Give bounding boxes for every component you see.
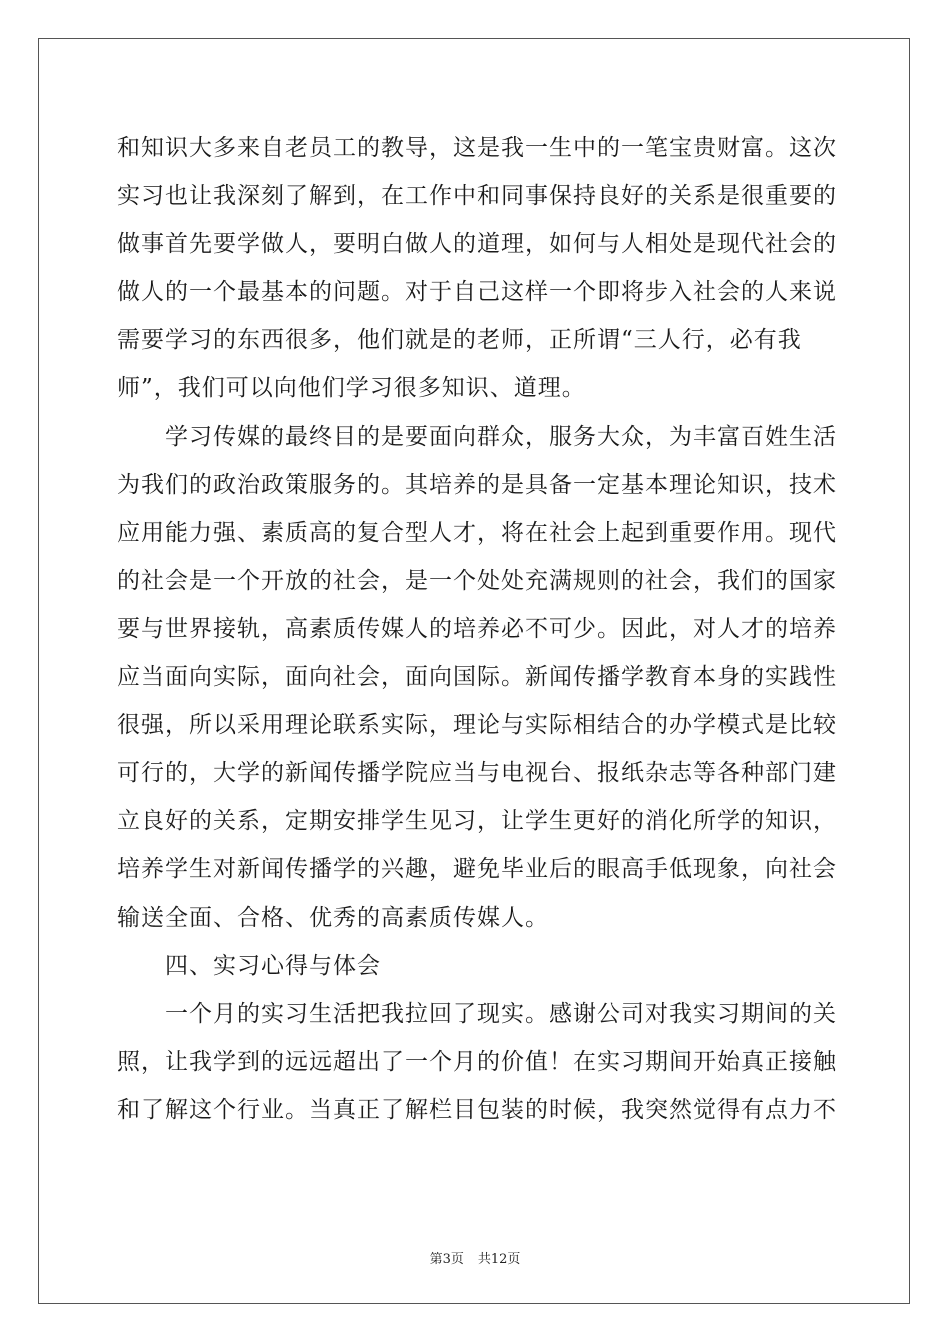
text-line: 输送全面、合格、优秀的高素质传媒人。 <box>117 904 549 931</box>
text-line: 和知识大多来自老员工的教导，这是我一生中的一笔宝贵财富。这次 <box>117 135 837 161</box>
text-line: 四、实习心得与体会 <box>165 952 381 979</box>
text-line: 要与世界接轨，高素质传媒人的培养必不可少。因此，对人才的培养 <box>117 615 837 642</box>
text-line: 和了解这个行业。当真正了解栏目包装的时候，我突然觉得有点力不 <box>117 1096 837 1123</box>
text-line: 一个月的实习生活把我拉回了现实。感谢公司对我实习期间的关 <box>165 1000 837 1027</box>
text-line: 为我们的政治政策服务的。其培养的是具备一定基本理论知识，技术 <box>117 471 837 498</box>
page-total: 共12页 <box>477 1252 521 1267</box>
page-number: 第3页 <box>429 1252 464 1267</box>
text-line: 可行的，大学的新闻传播学院应当与电视台、报纸杂志等各种部门建 <box>117 760 837 787</box>
text-line: 照，让我学到的远远超出了一个月的价值！在实习期间开始真正接触 <box>117 1048 837 1075</box>
document-body <box>117 124 835 1134</box>
text-line: 应用能力强、素质高的复合型人才，将在社会上起到重要作用。现代 <box>117 519 837 546</box>
page-footer <box>0 1248 950 1267</box>
text-line: 需要学习的东西很多，他们就是的老师，正所谓“三人行，必有我 <box>117 327 802 354</box>
text-line: 实习也让我深刻了解到，在工作中和同事保持良好的关系是很重要的 <box>117 183 837 210</box>
text-line: 做事首先要学做人，要明白做人的道理，如何与人相处是现代社会的 <box>117 231 837 258</box>
text-line: 做人的一个最基本的问题。对于自己这样一个即将步入社会的人来说 <box>117 279 837 306</box>
text-line: 的社会是一个开放的社会，是一个处处充满规则的社会，我们的国家 <box>117 567 837 594</box>
text-line: 师”，我们可以向他们学习很多知识、道理。 <box>117 375 586 402</box>
text-line: 培养学生对新闻传播学的兴趣，避免毕业后的眼高手低现象，向社会 <box>117 856 837 883</box>
text-line: 应当面向实际，面向社会，面向国际。新闻传播学教育本身的实践性 <box>117 664 837 691</box>
text-line: 学习传媒的最终目的是要面向群众，服务大众，为丰富百姓生活 <box>165 423 837 450</box>
text-line: 很强，所以采用理论联系实际，理论与实际相结合的办学模式是比较 <box>117 712 837 739</box>
text-line: 立良好的关系，定期安排学生见习，让学生更好的消化所学的知识， <box>117 808 837 835</box>
